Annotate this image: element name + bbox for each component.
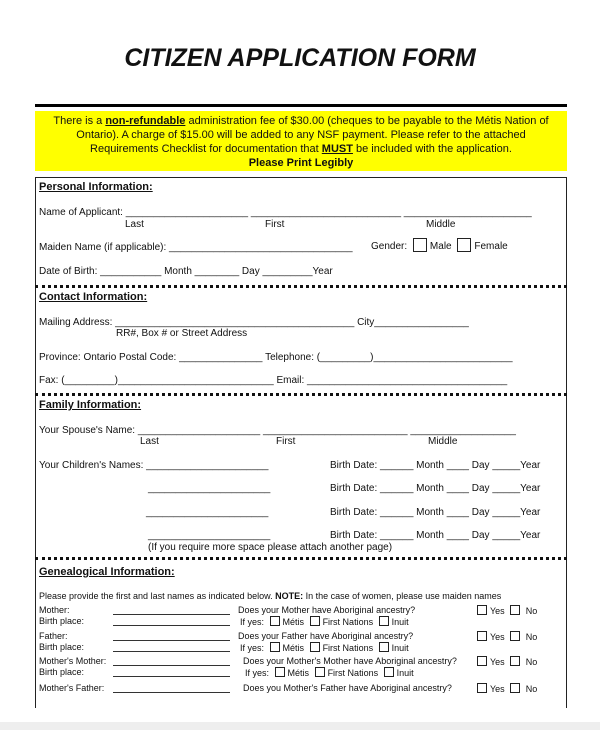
- fee-notice: [35, 111, 567, 171]
- if-yes-label: If yes:: [245, 668, 270, 678]
- birth-date-field[interactable]: Birth Date: ______ Month ____ Day _____Year: [330, 507, 541, 518]
- section-heading-family: Family Information:: [39, 399, 142, 411]
- family-note: (If you require more space please attach another page): [148, 542, 393, 553]
- label-first: First: [276, 436, 296, 447]
- notice-text: administration fee of $30.00 (cheques to be payable to the Métis Nation of: [185, 115, 549, 127]
- ancestor-label: Mother's Father:: [39, 683, 105, 693]
- section-heading-personal: Personal Information:: [39, 181, 153, 193]
- label-last: Last: [140, 436, 159, 447]
- section-divider: [35, 285, 567, 288]
- inuit-checkbox[interactable]: [384, 667, 394, 677]
- divider: [35, 104, 567, 107]
- yes-checkbox[interactable]: [477, 656, 487, 666]
- first-nations-label: First Nations: [322, 643, 374, 653]
- label-middle: Middle: [428, 436, 458, 447]
- applicant-name-field[interactable]: Name of Applicant: ______________________ ___________________________ _______________________: [39, 207, 532, 218]
- metis-label: Métis: [287, 668, 310, 678]
- date-of-birth-field[interactable]: Date of Birth: ___________ Month ________ Day _________Year: [39, 266, 333, 277]
- male-checkbox[interactable]: [413, 238, 427, 252]
- label-first: First: [265, 219, 285, 230]
- yes-label: Yes: [490, 606, 505, 616]
- yes-label: Yes: [490, 657, 505, 667]
- ancestor-label: Father:: [39, 631, 68, 641]
- metis-checkbox[interactable]: [270, 642, 280, 652]
- birth-date-field[interactable]: Birth Date: ______ Month ____ Day _____Year: [330, 483, 541, 494]
- maiden-name-field[interactable]: Maiden Name (if applicable): _________________________________: [39, 242, 353, 253]
- children-name-field[interactable]: Your Children's Names: ______________________: [39, 460, 269, 471]
- if-yes-label: If yes:: [240, 643, 265, 653]
- page-bottom-bar: [0, 722, 600, 730]
- birth-place-label: Birth place:: [39, 616, 85, 626]
- first-nations-checkbox[interactable]: [315, 667, 325, 677]
- spouse-name-field[interactable]: Your Spouse's Name: ______________________ __________________________ ___________________: [39, 425, 516, 436]
- notice-print-legibly: Please Print Legibly: [248, 157, 354, 169]
- no-checkbox[interactable]: [510, 605, 520, 615]
- no-label: No: [525, 684, 538, 694]
- ancestry-question: Does your Father have Aboriginal ancestry?: [238, 631, 414, 641]
- yes-label: Yes: [490, 632, 505, 642]
- ancestor-label: Mother's Mother:: [39, 656, 107, 666]
- inuit-label: Inuit: [391, 617, 409, 627]
- no-label: No: [525, 657, 538, 667]
- notice-text: There is a: [53, 115, 106, 127]
- label-address: RR#, Box # or Street Address: [116, 328, 248, 339]
- female-checkbox[interactable]: [457, 238, 471, 252]
- no-checkbox[interactable]: [510, 683, 520, 693]
- child-name-field[interactable]: ______________________: [148, 530, 271, 541]
- genealogy-intro: Please provide the first and last names as indicated below. NOTE: In the case of women, please use maiden names: [39, 591, 502, 601]
- metis-checkbox[interactable]: [270, 616, 280, 626]
- notice-emphasis: MUST: [321, 143, 353, 155]
- birth-date-field[interactable]: Birth Date: ______ Month ____ Day _____Year: [330, 460, 541, 471]
- birth-place-label: Birth place:: [39, 667, 85, 677]
- gender-label: Gender:: [371, 241, 408, 252]
- female-label: Female: [474, 241, 508, 252]
- inuit-label: Inuit: [396, 668, 414, 678]
- section-heading-genealogy: Genealogical Information:: [39, 566, 175, 578]
- metis-label: Métis: [282, 643, 305, 653]
- birth-place-field[interactable]: [113, 613, 230, 626]
- fax-email-field[interactable]: Fax: (_________)____________________________ Email: ____________________________________: [39, 375, 508, 386]
- yes-checkbox[interactable]: [477, 683, 487, 693]
- notice-text: Ontario). A charge of $15.00 will be added to any NSF payment. Please refer to the attached: [76, 129, 526, 141]
- inuit-checkbox[interactable]: [379, 642, 389, 652]
- label-last: Last: [125, 219, 144, 230]
- if-yes-label: If yes:: [240, 617, 265, 627]
- birth-place-field[interactable]: [113, 639, 230, 652]
- notice-emphasis: non-refundable: [105, 115, 186, 127]
- first-nations-label: First Nations: [322, 617, 374, 627]
- page-title: CITIZEN APPLICATION FORM: [124, 44, 476, 72]
- birth-date-field[interactable]: Birth Date: ______ Month ____ Day _____Year: [330, 530, 541, 541]
- notice-text: Requirements Checklist for documentation that: [90, 143, 322, 155]
- inuit-checkbox[interactable]: [379, 616, 389, 626]
- no-label: No: [525, 606, 538, 616]
- no-checkbox[interactable]: [510, 631, 520, 641]
- child-name-field[interactable]: ______________________: [146, 507, 269, 518]
- province-postal-telephone-field[interactable]: Province: Ontario Postal Code: _______________ Telephone: (_________)_________________________: [39, 352, 513, 363]
- ancestor-label: Mother:: [39, 605, 70, 615]
- ancestor-name-field[interactable]: [113, 680, 230, 693]
- ancestry-question: Does you Mother's Father have Aboriginal ancestry?: [243, 683, 452, 693]
- no-label: No: [525, 632, 538, 642]
- section-divider: [35, 393, 567, 396]
- section-heading-contact: Contact Information:: [39, 291, 148, 303]
- metis-label: Métis: [282, 617, 305, 627]
- first-nations-checkbox[interactable]: [310, 616, 320, 626]
- yes-checkbox[interactable]: [477, 605, 487, 615]
- child-name-field[interactable]: ______________________: [148, 483, 271, 494]
- yes-label: Yes: [490, 684, 505, 694]
- birth-place-label: Birth place:: [39, 642, 85, 652]
- metis-checkbox[interactable]: [275, 667, 285, 677]
- mailing-address-field[interactable]: Mailing Address: ___________________________________________ City_________________: [39, 317, 469, 328]
- birth-place-field[interactable]: [113, 664, 230, 677]
- inuit-label: Inuit: [391, 643, 409, 653]
- ancestry-question: Does your Mother's Mother have Aboriginal ancestry?: [243, 656, 457, 666]
- ancestry-question: Does your Mother have Aboriginal ancestry?: [238, 605, 416, 615]
- section-divider: [35, 557, 567, 560]
- first-nations-label: First Nations: [327, 668, 379, 678]
- yes-checkbox[interactable]: [477, 631, 487, 641]
- first-nations-checkbox[interactable]: [310, 642, 320, 652]
- male-label: Male: [429, 241, 452, 252]
- notice-text: be included with the application.: [352, 143, 512, 155]
- no-checkbox[interactable]: [510, 656, 520, 666]
- label-middle: Middle: [426, 219, 456, 230]
